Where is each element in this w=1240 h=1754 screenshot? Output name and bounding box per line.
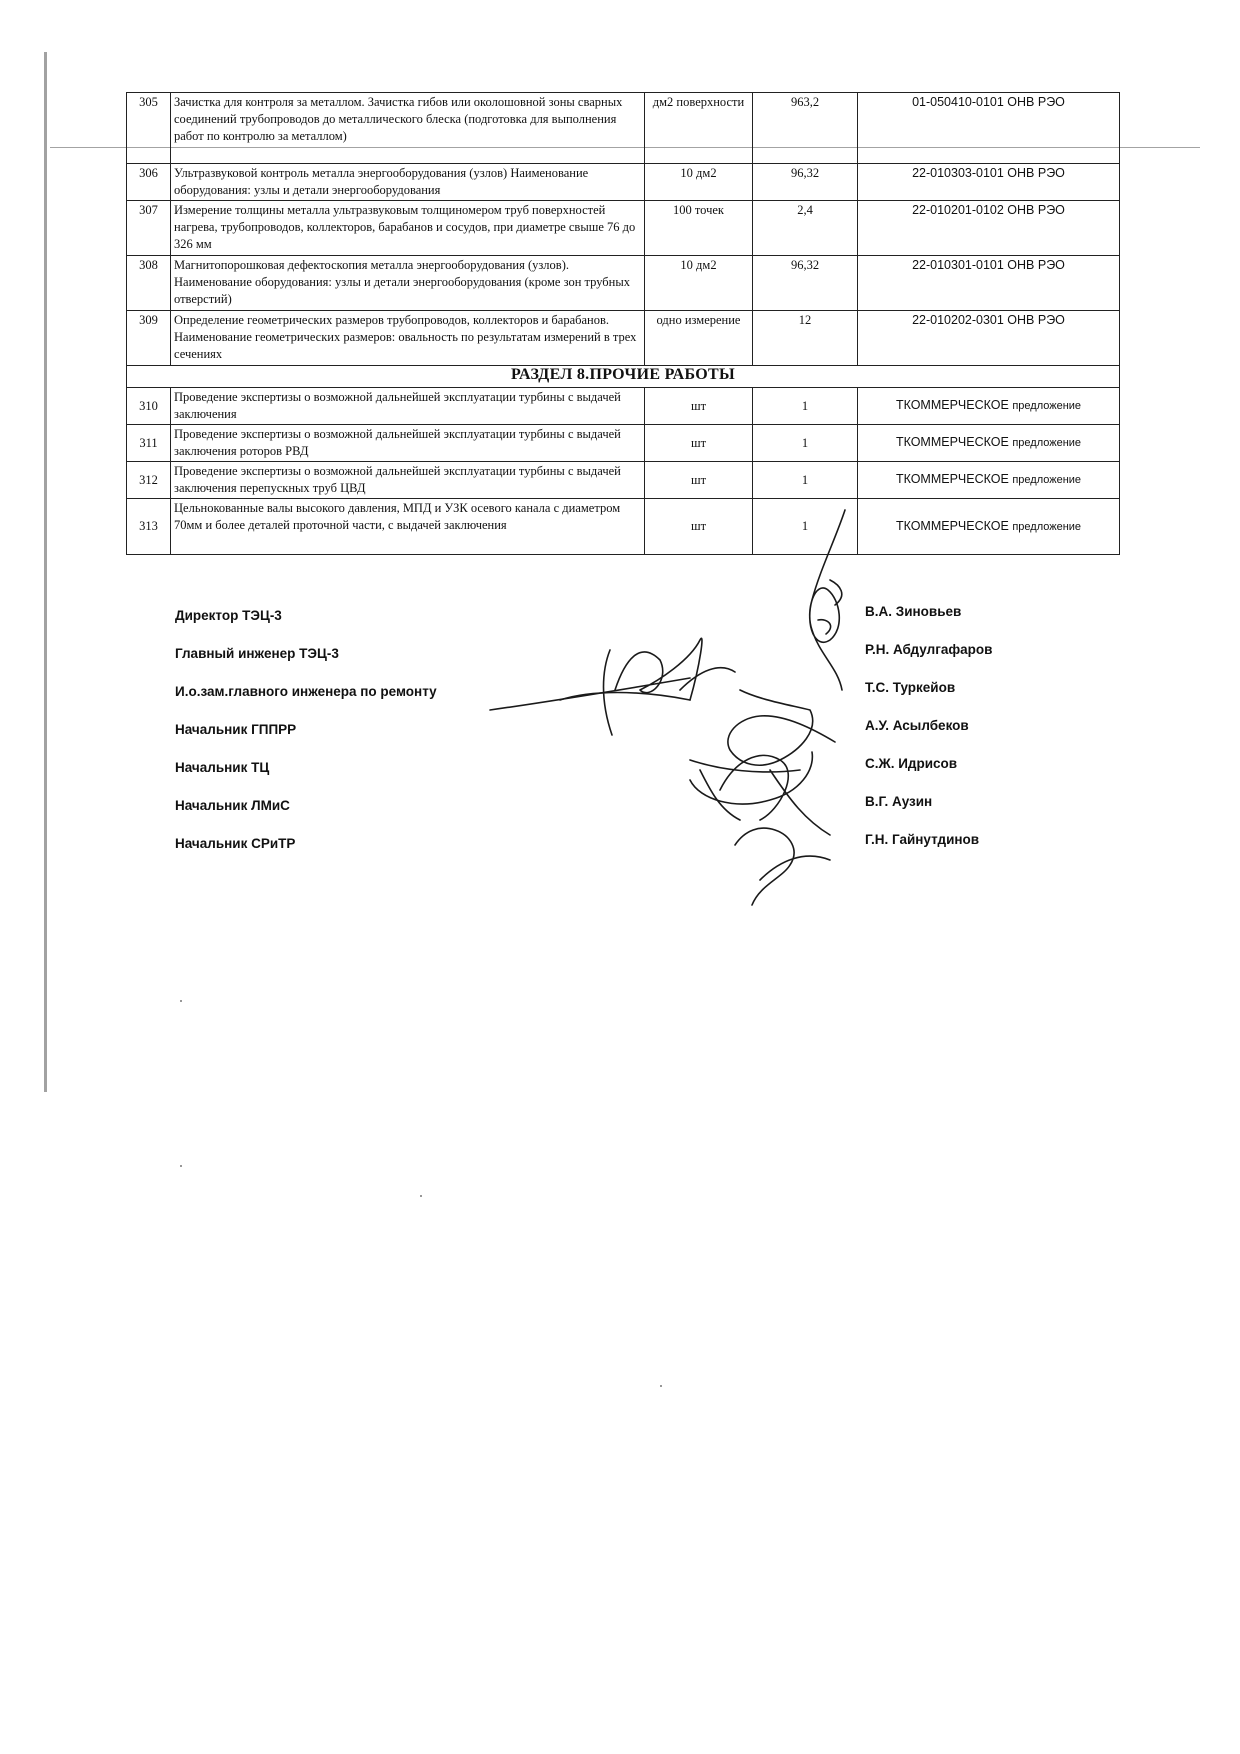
norm-code: 22-010303-0101 ОНВ РЭО (858, 164, 1120, 201)
quantity: 12 (753, 311, 858, 366)
norm-code: 01-050410-0101 ОНВ РЭО (858, 93, 1120, 164)
unit-of-measure: 100 точек (645, 201, 753, 256)
norm-code: 22-010301-0101 ОНВ РЭО (858, 256, 1120, 311)
signatory-title: Начальник ЛМиС (175, 798, 290, 813)
work-description: Проведение экспертизы о возможной дальнейшей эксплуатации турбины с выдачей заключения (171, 388, 645, 425)
row-number: 310 (127, 388, 171, 425)
quantity: 1 (753, 388, 858, 425)
commercial-offer-label: ТКОММЕРЧЕСКОЕ (895, 518, 1009, 533)
work-description: Ультразвуковой контроль металла энергооборудования (узлов) Наименование оборудования: узлы и детали энергооборудования (171, 164, 645, 201)
work-description: Определение геометрических размеров трубопроводов, коллекторов и барабанов. Наименование геометрических размеров: овальность по результатам измерений в трех сечениях (171, 311, 645, 366)
row-number: 313 (127, 499, 171, 555)
signatory-name: Т.С. Туркейов (865, 680, 956, 695)
section-title: РАЗДЕЛ 8.ПРОЧИЕ РАБОТЫ (127, 366, 1120, 388)
scan-speck (420, 1195, 422, 1197)
row-number: 309 (127, 311, 171, 366)
commercial-offer-sub: предложение (1012, 474, 1082, 486)
unit-of-measure: 10 дм2 (645, 256, 753, 311)
unit-of-measure: шт (645, 388, 753, 425)
commercial-offer-label: ТКОММЕРЧЕСКОЕ (895, 398, 1009, 412)
work-description: Цельнокованные валы высокого давления, МПД и УЗК осевого канала с диаметром 70мм и более деталей проточной части, с выдачей заключения (171, 499, 645, 555)
signature-stroke (490, 638, 735, 710)
quantity: 96,32 (753, 164, 858, 201)
commercial-offer-sub: предложение (1012, 400, 1082, 412)
signatory-title: Начальник ТЦ (175, 760, 270, 775)
commercial-offer-sub: предложение (1012, 520, 1082, 533)
commercial-offer-sub: предложение (1012, 437, 1082, 449)
signatory-name: В.Г. Аузин (865, 794, 933, 809)
row-number: 308 (127, 256, 171, 311)
signatory-name: Г.Н. Гайнутдинов (865, 832, 980, 847)
quantity: 1 (753, 462, 858, 499)
signatory-name: С.Ж. Идрисов (865, 756, 958, 771)
row-number: 305 (127, 93, 171, 164)
commercial-offer-label: ТКОММЕРЧЕСКОЕ (895, 435, 1009, 449)
quantity: 96,32 (753, 256, 858, 311)
scan-speck (180, 1165, 182, 1167)
signatory-title: Начальник ГППРР (175, 722, 297, 737)
work-description: Измерение толщины металла ультразвуковым толщиномером труб поверхностей нагрева, трубопроводов, коллекторов, барабанов и сосудов, при диаметре свыше 76 до 326 мм (171, 201, 645, 256)
quantity: 1 (753, 425, 858, 462)
signature-stroke (560, 650, 690, 735)
commercial-offer-label: ТКОММЕРЧЕСКОЕ (895, 472, 1009, 486)
signatory-title: Главный инженер ТЭЦ-3 (175, 646, 339, 661)
quantity: 963,2 (753, 93, 858, 164)
work-description: Проведение экспертизы о возможной дальнейшей эксплуатации турбины с выдачей заключения перепускных труб ЦВД (171, 462, 645, 499)
unit-of-measure: шт (645, 462, 753, 499)
signatory-name: В.А. Зиновьев (865, 604, 962, 619)
row-number: 312 (127, 462, 171, 499)
row-number: 311 (127, 425, 171, 462)
quantity: 2,4 (753, 201, 858, 256)
work-description: Магнитопорошковая дефектоскопия металла энергооборудования (узлов). Наименование оборудования: узлы и детали энергооборудования (кроме зон трубных отверстий) (171, 256, 645, 311)
unit-of-measure: шт (645, 499, 753, 555)
row-number: 307 (127, 201, 171, 256)
norm-code: 22-010202-0301 ОНВ РЭО (858, 311, 1120, 366)
scan-speck (180, 1000, 182, 1002)
signatory-name: Р.Н. Абдулгафаров (865, 642, 993, 657)
unit-of-measure: шт (645, 425, 753, 462)
unit-of-measure: одно измерение (645, 311, 753, 366)
row-number: 306 (127, 164, 171, 201)
unit-of-measure: 10 дм2 (645, 164, 753, 201)
signatory-title: Директор ТЭЦ-3 (175, 608, 282, 623)
scan-speck (660, 1385, 662, 1387)
work-description: Зачистка для контроля за металлом. Зачистка гибов или околошовной зоны сварных соединений трубопроводов до металлического блеска (подготовка для выполнения работ по контролю за металлом) (171, 93, 645, 164)
unit-of-measure: дм2 поверхности (645, 93, 753, 164)
signature-stroke (735, 828, 830, 905)
signatory-title: И.о.зам.главного инженера по ремонту (175, 684, 437, 699)
signatory-name: А.У. Асылбеков (865, 718, 969, 733)
signatory-title: Начальник СРиТР (175, 836, 296, 851)
norm-code: 22-010201-0102 ОНВ РЭО (858, 201, 1120, 256)
signature-stroke (728, 690, 835, 765)
work-description: Проведение экспертизы о возможной дальнейшей эксплуатации турбины с выдачей заключения роторов РВД (171, 425, 645, 462)
quantity: 1 (753, 499, 858, 555)
